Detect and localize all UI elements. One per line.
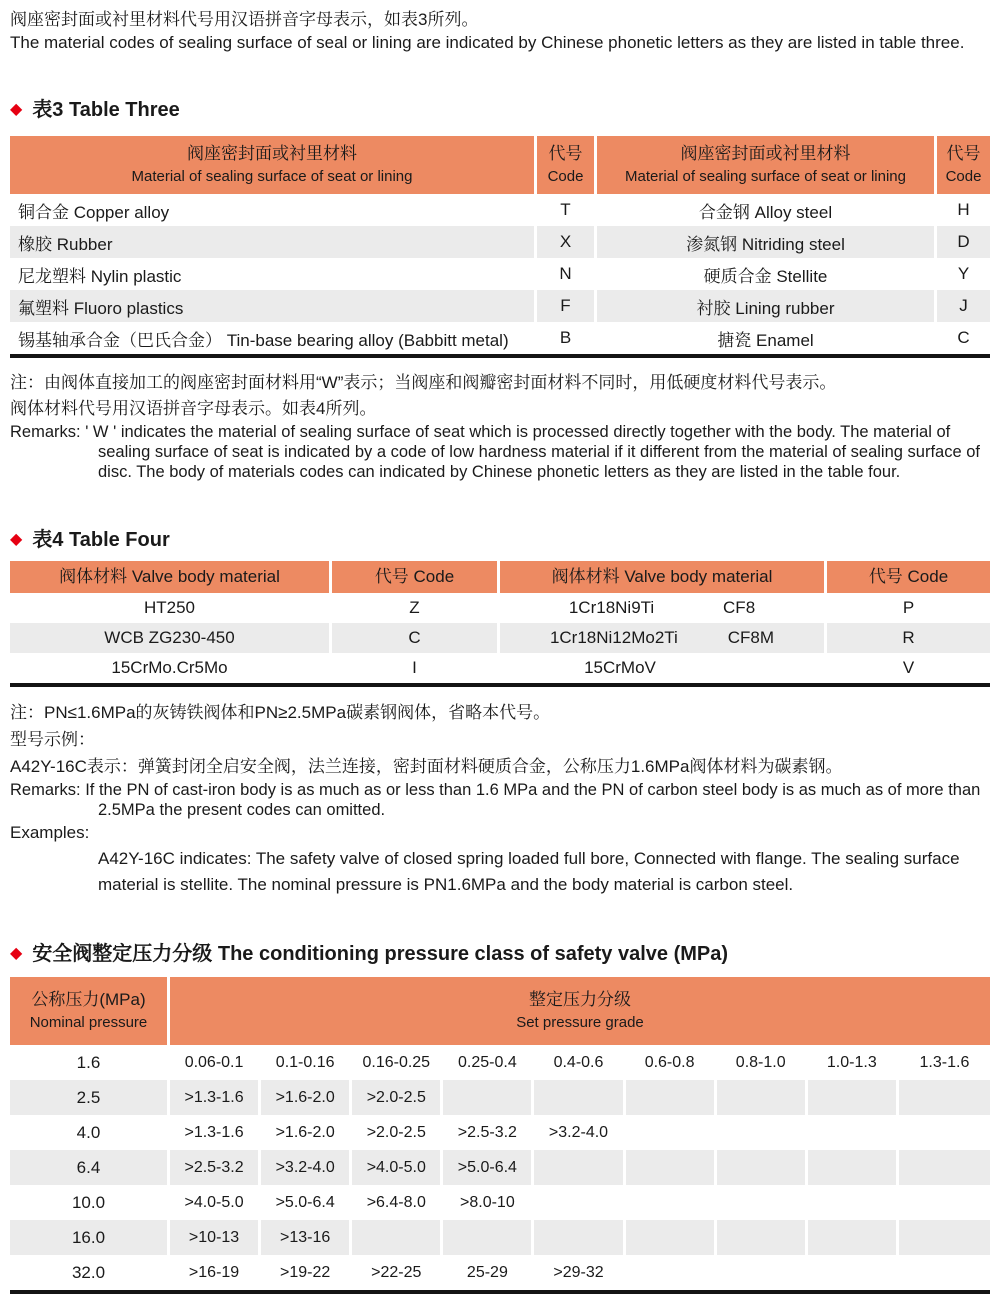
table-row xyxy=(10,1255,990,1290)
code-cell: J xyxy=(937,290,990,322)
header-cell-body-material-right xyxy=(500,561,827,593)
material-grade-a: 1Cr18Ni12Mo2Ti xyxy=(549,628,678,647)
grade-cell: >1.3-1.6 xyxy=(170,1080,261,1115)
code-cell: H xyxy=(957,200,970,219)
material-cell: 氟塑料 Fluoro plastics xyxy=(10,290,537,322)
grade-cell: >13-16 xyxy=(261,1220,352,1255)
grade-cell: >4.0-5.0 xyxy=(352,1150,443,1185)
table3-remarks xyxy=(10,422,990,482)
example-text: A42Y-16C indicates: The safety valve of closed spring loaded full bore, Connected with flange. The sealing surface material is stellite. The nominal pressure is PN1.6MPa and the body material is carbon steel. xyxy=(98,849,960,894)
code-cell: F xyxy=(537,290,597,322)
header-material-en: Material of sealing surface of seat or lining xyxy=(131,168,413,185)
code-cell: Z xyxy=(332,593,500,623)
grade-cell: >2.0-2.5 xyxy=(352,1080,443,1115)
grade-cell xyxy=(717,1150,808,1185)
model-example-zh: A42Y-16C表示：弹簧封闭全启安全阀，法兰连接，密封面材料硬质合金，公称压力1.6MPa阀体材料为碳素钢。 xyxy=(10,757,843,776)
header-grade-en: Set pressure grade xyxy=(516,1014,644,1031)
material-cell xyxy=(500,653,827,683)
material-grade-b: CF8M xyxy=(727,628,775,647)
table4-remarks xyxy=(10,780,990,820)
header-cell-code-right xyxy=(937,136,990,194)
table-row xyxy=(10,653,990,683)
grade-cell: 0.8-1.0 xyxy=(717,1045,808,1080)
intro-text-zh: 阀座密封面或衬里材料代号用汉语拼音字母表示，如表3所列。 xyxy=(10,10,479,29)
grade-cell xyxy=(717,1255,808,1290)
grade-cell: >4.0-5.0 xyxy=(170,1185,261,1220)
grade-cell: 0.16-0.25 xyxy=(352,1045,443,1080)
grade-cell xyxy=(899,1080,990,1115)
grade-cell xyxy=(899,1150,990,1185)
grade-cell: 25-29 xyxy=(443,1255,534,1290)
header-body-material: 阀体材料 Valve body material xyxy=(59,567,280,586)
grade-cell xyxy=(808,1080,899,1115)
grade-cell: 1.0-1.3 xyxy=(808,1045,899,1080)
grade-cell xyxy=(808,1220,899,1255)
nominal-cell: 10.0 xyxy=(10,1185,170,1220)
code-cell: I xyxy=(332,653,500,683)
code-cell: R xyxy=(827,623,990,653)
nominal-cell: 16.0 xyxy=(10,1220,170,1255)
pressure-table xyxy=(10,977,990,1294)
grade-cell xyxy=(534,1150,625,1185)
grade-cell xyxy=(717,1185,808,1220)
header-cell-material-right xyxy=(597,136,937,194)
grade-cell: >5.0-6.4 xyxy=(443,1150,534,1185)
header-nominal-zh: 公称压力(MPa) xyxy=(31,990,146,1009)
header-cell-code-right xyxy=(827,561,990,593)
grade-cell: >3.2-4.0 xyxy=(534,1115,625,1150)
grade-cell xyxy=(626,1080,717,1115)
table-row xyxy=(10,1220,990,1255)
grade-cell xyxy=(899,1115,990,1150)
header-grade-zh: 整定压力分级 xyxy=(529,990,631,1009)
header-material-zh: 阀座密封面或衬里材料 xyxy=(187,144,357,163)
header-code-en: Code xyxy=(945,168,982,185)
material-cell: 橡胶 Rubber xyxy=(10,226,537,258)
grade-cell: >1.6-2.0 xyxy=(261,1115,352,1150)
grade-cell: >1.3-1.6 xyxy=(170,1115,261,1150)
grade-cell xyxy=(443,1080,534,1115)
grade-cell xyxy=(899,1255,990,1290)
code-cell: C xyxy=(332,623,500,653)
material-cell: 搪瓷 Enamel xyxy=(597,322,937,354)
table-row xyxy=(10,226,990,258)
grade-cell: 0.6-0.8 xyxy=(626,1045,717,1080)
remarks-text: ' W ' indicates the material of sealing surface of seat which is processed directly together with the body. The material of sealing surface of seat is indicated by a code of low hardness material if it different from the material of sealing surface of disc. The body of materials codes can indicated by Chinese phonetic letters as they are listed in the table four. xyxy=(85,423,980,481)
header-cell-code-left xyxy=(537,136,597,194)
material-grade-b: CF8 xyxy=(723,598,756,617)
nominal-cell: 32.0 xyxy=(10,1255,170,1290)
grade-cell xyxy=(443,1220,534,1255)
table-header-row xyxy=(10,136,990,194)
table-row xyxy=(10,322,990,354)
table-header-row xyxy=(10,977,990,1045)
nominal-cell: 1.6 xyxy=(10,1045,170,1080)
section-heading-table3 xyxy=(10,98,990,122)
grade-cell: >10-13 xyxy=(170,1220,261,1255)
diamond-icon: ◆ xyxy=(10,945,23,962)
grade-cell xyxy=(534,1080,625,1115)
material-cell: 锡基轴承合金（巴氏合金） Tin-base bearing alloy (Babbitt metal) xyxy=(10,322,537,354)
remarks-text: If the PN of cast-iron body is as much as or less than 1.6 MPa and the PN of carbon steel body is as much as of more than 2.5MPa the present codes can omitted. xyxy=(85,781,981,819)
diamond-icon: ◆ xyxy=(10,531,23,548)
nominal-cell: 4.0 xyxy=(10,1115,170,1150)
header-cell-material-left xyxy=(10,136,537,194)
grade-cell xyxy=(717,1115,808,1150)
table-row xyxy=(10,1185,990,1220)
heading-text-table4: 表4 Table Four xyxy=(32,529,170,551)
section-heading-pressure xyxy=(10,942,990,966)
grade-cell: 1.3-1.6 xyxy=(919,1053,970,1071)
header-nominal-en: Nominal pressure xyxy=(29,1014,148,1031)
model-example-label: 型号示例： xyxy=(10,730,95,749)
grade-cell xyxy=(626,1220,717,1255)
material-cell: 渗氮钢 Nitriding steel xyxy=(597,226,937,258)
header-cell-set-pressure-grade xyxy=(170,977,990,1045)
grade-cell: >6.4-8.0 xyxy=(352,1185,443,1220)
table-four xyxy=(10,561,990,687)
nominal-cell: 6.4 xyxy=(10,1150,170,1185)
grade-cell xyxy=(717,1220,808,1255)
grade-cell xyxy=(899,1185,990,1220)
table-row xyxy=(10,1080,990,1115)
header-cell-body-material-left xyxy=(10,561,332,593)
code-cell: C xyxy=(957,328,970,347)
table-row xyxy=(10,1115,990,1150)
header-code-zh: 代号 xyxy=(548,144,583,163)
grade-cell: >16-19 xyxy=(170,1255,261,1290)
grade-cell xyxy=(534,1220,625,1255)
grade-cell: >5.0-6.4 xyxy=(261,1185,352,1220)
material-cell xyxy=(500,623,827,653)
table-row xyxy=(10,593,990,623)
material-cell: 硬质合金 Stellite xyxy=(597,258,937,290)
table4-note-zh: 注：PN≤1.6MPa的灰铸铁阀体和PN≥2.5MPa碳素钢阀体，省略本代号。 xyxy=(10,703,551,722)
grade-cell: >22-25 xyxy=(352,1255,443,1290)
grade-cell: 0.1-0.16 xyxy=(261,1045,352,1080)
grade-cell xyxy=(808,1255,899,1290)
table-row xyxy=(10,1045,990,1080)
remarks-label: Remarks: xyxy=(10,781,81,799)
header-code: 代号 Code xyxy=(868,567,949,586)
material-cell: 衬胶 Lining rubber xyxy=(597,290,937,322)
grade-cell xyxy=(808,1185,899,1220)
material-grade-a: 15CrMoV xyxy=(584,658,656,677)
grade-cell xyxy=(626,1255,717,1290)
table-row xyxy=(10,194,990,226)
header-code: 代号 Code xyxy=(374,567,455,586)
grade-cell: 0.4-0.6 xyxy=(534,1045,625,1080)
material-cell: 铜合金 Copper alloy xyxy=(10,194,537,226)
material-cell: 合金钢 Alloy steel xyxy=(597,194,937,226)
examples-label: Examples: xyxy=(10,823,90,842)
header-cell-code-left xyxy=(332,561,500,593)
code-cell: B xyxy=(537,322,597,354)
table3-note-zh-1: 注：由阀体直接加工的阀座密封面材料用“W”表示；当阀座和阀瓣密封面材料不同时，用低硬度材料代号表示。 xyxy=(10,373,837,392)
material-cell: HT250 xyxy=(10,593,332,623)
grade-cell: >19-22 xyxy=(261,1255,352,1290)
header-code-zh: 代号 xyxy=(946,144,981,163)
grade-cell xyxy=(534,1185,625,1220)
section-heading-table4 xyxy=(10,528,990,552)
code-cell: T xyxy=(537,194,597,226)
code-cell: Y xyxy=(957,264,970,283)
table-three xyxy=(10,136,990,358)
remarks-label: Remarks: xyxy=(10,423,81,441)
material-cell xyxy=(500,593,827,623)
grade-cell: 0.25-0.4 xyxy=(443,1045,534,1080)
table3-note-zh-2: 阀体材料代号用汉语拼音字母表示。如表4所列。 xyxy=(10,399,377,418)
grade-cell: >3.2-4.0 xyxy=(261,1150,352,1185)
intro-text-en: The material codes of sealing surface of seal or lining are indicated by Chinese phonetic letters as they are listed in table three. xyxy=(10,33,965,52)
grade-cell: 0.06-0.1 xyxy=(170,1045,261,1080)
table4-notes xyxy=(10,699,990,898)
grade-cell: >29-32 xyxy=(534,1255,625,1290)
header-material-zh: 阀座密封面或衬里材料 xyxy=(680,144,851,163)
grade-cell xyxy=(808,1115,899,1150)
material-cell: 15CrMo.Cr5Mo xyxy=(10,653,332,683)
grade-cell xyxy=(717,1080,808,1115)
heading-text-table3: 表3 Table Three xyxy=(32,99,180,121)
code-cell: X xyxy=(537,226,597,258)
grade-cell: >2.5-3.2 xyxy=(170,1150,261,1185)
grade-cell xyxy=(626,1185,717,1220)
grade-cell: >8.0-10 xyxy=(443,1185,534,1220)
header-cell-nominal-pressure xyxy=(10,977,170,1045)
nominal-cell: 2.5 xyxy=(10,1080,170,1115)
grade-cell xyxy=(808,1150,899,1185)
table-row xyxy=(10,623,990,653)
material-cell: WCB ZG230-450 xyxy=(10,623,332,653)
grade-cell xyxy=(899,1220,990,1255)
grade-cell xyxy=(626,1150,717,1185)
code-cell: D xyxy=(937,226,990,258)
grade-cell: >1.6-2.0 xyxy=(261,1080,352,1115)
table-row xyxy=(10,1150,990,1185)
grade-cell xyxy=(626,1115,717,1150)
table-header-row xyxy=(10,561,990,593)
table3-notes xyxy=(10,370,990,482)
intro-paragraph xyxy=(10,8,990,54)
grade-cell xyxy=(352,1220,443,1255)
material-grade-a: 1Cr18Ni9Ti xyxy=(568,598,655,617)
diamond-icon: ◆ xyxy=(10,101,23,118)
header-material-en: Material of sealing surface of seat or lining xyxy=(625,168,906,185)
material-cell: 尼龙塑料 Nylin plastic xyxy=(10,258,537,290)
table-row xyxy=(10,290,990,322)
grade-cell: >2.0-2.5 xyxy=(352,1115,443,1150)
code-cell: P xyxy=(902,598,915,617)
header-body-material: 阀体材料 Valve body material xyxy=(551,567,773,586)
grade-cell: >2.5-3.2 xyxy=(443,1115,534,1150)
table-row xyxy=(10,258,990,290)
header-code-en: Code xyxy=(547,168,584,185)
code-cell: N xyxy=(537,258,597,290)
heading-text-pressure: 安全阀整定压力分级 The conditioning pressure class of safety valve (MPa) xyxy=(32,943,729,965)
code-cell: V xyxy=(902,658,915,677)
